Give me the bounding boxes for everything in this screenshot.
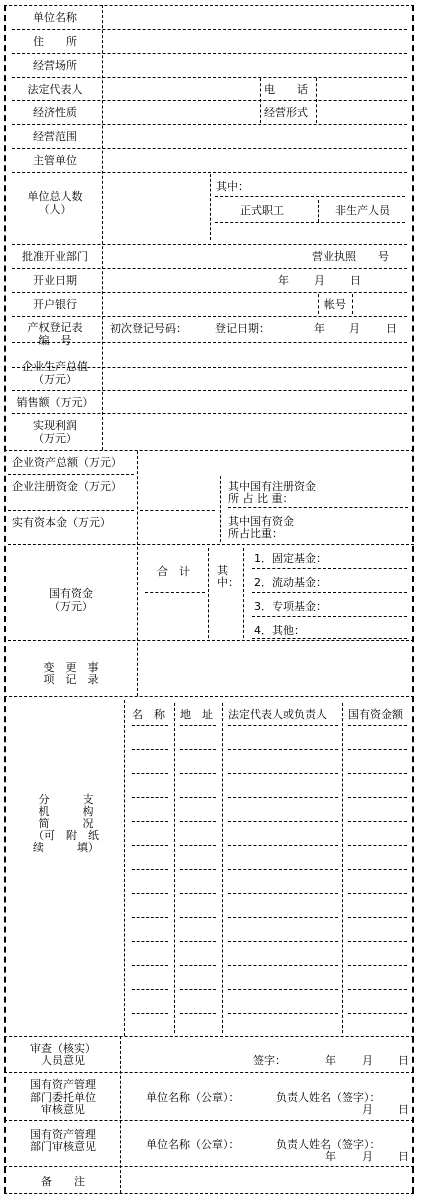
staff-col-divider (318, 200, 319, 222)
change-record-a: 变 更 事 (43, 661, 99, 674)
staff-among-label: 其中： (216, 180, 249, 193)
row-line (12, 148, 407, 149)
row-line (12, 292, 407, 293)
branch-cell-line (228, 773, 338, 774)
branch-cell-line (132, 941, 168, 942)
branch-cell-line (132, 989, 168, 990)
branch-cell-line (348, 821, 407, 822)
entrusted-head-sign: 负责人姓名（签字）： (276, 1091, 381, 1104)
branch-cell-line (180, 725, 216, 726)
frame-top (4, 5, 414, 6)
current-fund-label: 2．流动基金： (254, 576, 327, 589)
approval-divider (120, 1036, 121, 1193)
col-addr-header: 地 址 (180, 708, 213, 721)
review-day: 日 (398, 1054, 409, 1067)
branch-cell-line (132, 821, 168, 822)
fund-line (252, 568, 407, 569)
review-sign: 签字： (253, 1054, 286, 1067)
row-line (8, 640, 414, 641)
total-staff-unit: （人） (38, 203, 72, 216)
change-record-b: 项 记 录 (43, 673, 99, 686)
col-name-header: 名 称 (132, 708, 165, 721)
label-divider (102, 5, 103, 450)
branch-cell-line (228, 821, 338, 822)
branch-divider (124, 700, 125, 1036)
row-line (4, 1072, 414, 1073)
row-line (12, 268, 407, 269)
capital-divider (137, 451, 138, 696)
fund-line (252, 616, 407, 617)
frame-left (4, 5, 6, 1193)
branch-cell-line (228, 941, 338, 942)
non-production-label: 非生产人员 (335, 204, 390, 217)
branch-cell-line (228, 869, 338, 870)
row-line (12, 316, 407, 317)
frame-right (412, 5, 414, 1193)
state-reg-capital-a: 其中国有注册资金 (228, 480, 316, 493)
review-year: 年 (325, 1054, 336, 1067)
branch-label-d: （可 附 纸 (33, 829, 99, 842)
license-no-label: 营业执照 号 (312, 250, 389, 263)
reg-day: 日 (386, 322, 397, 335)
profit-label-b: （万元） (33, 432, 77, 445)
reg-date-label: 登记日期： (215, 322, 270, 335)
reg-month: 月 (349, 322, 360, 335)
phone-label: 电 话 (264, 83, 308, 96)
row-line (12, 413, 407, 414)
branch-cell-line (348, 941, 407, 942)
branch-cell-line (228, 893, 338, 894)
row-line (4, 696, 414, 697)
review-label-b: 人员意见 (41, 1054, 85, 1067)
row-line (4, 450, 414, 451)
branch-cell-line (228, 965, 338, 966)
branch-cell-line (180, 821, 216, 822)
branch-label-b: 机 构 (38, 805, 94, 818)
branch-cell-line (180, 797, 216, 798)
branch-cell-line (132, 869, 168, 870)
other-fund-label: 4．其他： (254, 624, 305, 637)
frame-bottom (4, 1193, 414, 1194)
row-line (12, 53, 407, 54)
branch-cell-line (180, 1013, 216, 1014)
row-line (12, 29, 407, 30)
branch-cell-line (132, 893, 168, 894)
fund-line (252, 592, 407, 593)
business-scope-label: 经营范围 (33, 130, 77, 143)
dept-year: 年 (325, 1150, 336, 1163)
branch-cell-line (180, 869, 216, 870)
entrusted-unit-seal: 单位名称（公章）： (146, 1091, 240, 1104)
staff-divider (210, 174, 211, 240)
bank-label: 开户银行 (33, 298, 77, 311)
branch-cell-line (132, 965, 168, 966)
ratio-divider (220, 476, 221, 542)
branch-cell-line (348, 725, 407, 726)
dept-head-sign: 负责人姓名（签字）： (276, 1138, 381, 1151)
staff-subline (215, 196, 405, 197)
row-line (4, 1036, 414, 1037)
opening-month: 月 (314, 274, 325, 287)
branch-cell-line (228, 1013, 338, 1014)
branch-cell-line (132, 797, 168, 798)
registered-capital-label: 企业注册资金（万元） (12, 480, 122, 493)
branch-cell-line (180, 749, 216, 750)
approval-dept-label: 批准开业部门 (22, 250, 88, 263)
total-line (145, 592, 205, 593)
branch-cell-line (348, 869, 407, 870)
row-line (4, 1166, 414, 1167)
property-reg-label-b: 编 号 (38, 334, 72, 347)
dept-unit-seal: 单位名称（公章）： (146, 1138, 240, 1151)
col-rep-header: 法定代表人或负责人 (228, 708, 327, 721)
entrusted-label-b: 部门委托单位 (30, 1091, 96, 1104)
branch-cell-line (180, 917, 216, 918)
branch-cell-line (132, 749, 168, 750)
total-assets-label: 企业资产总额（万元） (12, 456, 122, 469)
account-no-label: 帐号 (324, 298, 346, 311)
branch-cell-line (180, 845, 216, 846)
branch-cell-line (348, 917, 407, 918)
state-capital-ratio-a: 其中国有资金 (228, 515, 294, 528)
output-label-b: （万元） (33, 373, 77, 386)
row-line (8, 474, 134, 475)
row-line (8, 510, 134, 511)
branch-cell-line (348, 1013, 407, 1014)
paid-capital-label: 实有资本金（万元） (12, 516, 111, 529)
ratio-line (228, 507, 408, 508)
unit-name-label: 单位名称 (33, 11, 77, 24)
remarks-label: 备 注 (41, 1175, 85, 1188)
formal-staff-label: 正式职工 (240, 204, 284, 217)
review-label-a: 审查（核实） (30, 1042, 96, 1055)
dept-month: 月 (362, 1150, 373, 1163)
branch-cell-line (348, 893, 407, 894)
initial-reg-no-label: 初次登记号码： (110, 322, 187, 335)
branch-cell-line (180, 941, 216, 942)
row-line (12, 172, 407, 173)
branch-col (222, 703, 223, 1033)
business-form-label: 经营形式 (264, 106, 308, 119)
entrusted-label-c: 审核意见 (41, 1103, 85, 1116)
row-line (8, 544, 414, 545)
property-reg-label-a: 产权登记表 (27, 321, 83, 334)
fixed-fund-label: 1．固定基金： (254, 552, 327, 565)
branch-cell-line (132, 1013, 168, 1014)
branch-cell-line (132, 773, 168, 774)
row-line (12, 77, 407, 78)
profit-label-a: 实现利润 (33, 419, 77, 432)
state-reg-capital-b: 所 占 比 重： (228, 492, 294, 505)
branch-cell-line (228, 989, 338, 990)
entrusted-label-a: 国有资产管理 (30, 1078, 96, 1091)
phone-divider-left (260, 78, 261, 123)
opening-year: 年 (278, 274, 289, 287)
branch-col (174, 703, 175, 1033)
branch-cell-line (348, 989, 407, 990)
state-funds-label-b: （万元） (49, 600, 93, 613)
address-label: 住 所 (33, 35, 77, 48)
legal-rep-label: 法定代表人 (27, 83, 83, 96)
row-line (140, 510, 215, 511)
phone-divider-right (316, 78, 317, 123)
branch-cell-line (180, 773, 216, 774)
funds-divider-2 (243, 548, 244, 638)
account-divider-right (352, 294, 353, 314)
funds-among-a: 其 (217, 564, 228, 577)
business-place-label: 经营场所 (33, 59, 77, 72)
dept-day: 日 (398, 1150, 409, 1163)
state-capital-ratio-b: 所占比重： (228, 527, 283, 540)
branch-cell-line (228, 845, 338, 846)
supervisor-label: 主管单位 (33, 154, 77, 167)
total-label: 合 计 (157, 565, 190, 578)
dept-label-a: 国有资产管理 (30, 1128, 96, 1141)
branch-label-a: 分 支 (38, 793, 94, 806)
special-fund-label: 3．专项基金： (254, 600, 327, 613)
branch-cell-line (348, 845, 407, 846)
row-line (12, 244, 407, 245)
branch-col (342, 703, 343, 1033)
branch-cell-line (228, 797, 338, 798)
state-funds-label-a: 国有资金 (49, 587, 93, 600)
branch-cell-line (180, 893, 216, 894)
staff-subline (215, 222, 405, 223)
econ-nature-label: 经济性质 (33, 106, 77, 119)
total-staff-label: 单位总人数 (27, 190, 83, 203)
review-month: 月 (362, 1054, 373, 1067)
branch-cell-line (132, 917, 168, 918)
row-line (4, 1120, 414, 1121)
row-line (12, 100, 407, 101)
branch-cell-line (348, 773, 407, 774)
sales-label: 销售额（万元） (16, 396, 94, 409)
branch-cell-line (348, 749, 407, 750)
entrusted-day: 日 (398, 1103, 409, 1116)
row-line (12, 124, 407, 125)
branch-cell-line (228, 917, 338, 918)
opening-date-label: 开业日期 (33, 274, 77, 287)
dept-label-b: 部门审核意见 (30, 1140, 96, 1153)
branch-cell-line (228, 725, 338, 726)
row-line (12, 390, 407, 391)
col-amount-header: 国有资金额 (348, 708, 403, 721)
branch-cell-line (348, 965, 407, 966)
branch-cell-line (132, 725, 168, 726)
funds-among-b: 中： (217, 576, 239, 589)
fund-line (252, 638, 407, 639)
entrusted-month: 月 (362, 1103, 373, 1116)
branch-cell-line (132, 845, 168, 846)
branch-label-e: 续 填） (33, 841, 99, 854)
branch-cell-line (180, 989, 216, 990)
opening-day: 日 (350, 274, 361, 287)
reg-year: 年 (314, 322, 325, 335)
account-divider-left (318, 294, 319, 314)
funds-divider (208, 548, 209, 638)
branch-cell-line (228, 749, 338, 750)
branch-label-c: 简 况 (38, 817, 94, 830)
output-label-a: 企业生产总值 (22, 360, 88, 373)
branch-cell-line (180, 965, 216, 966)
branch-cell-line (348, 797, 407, 798)
